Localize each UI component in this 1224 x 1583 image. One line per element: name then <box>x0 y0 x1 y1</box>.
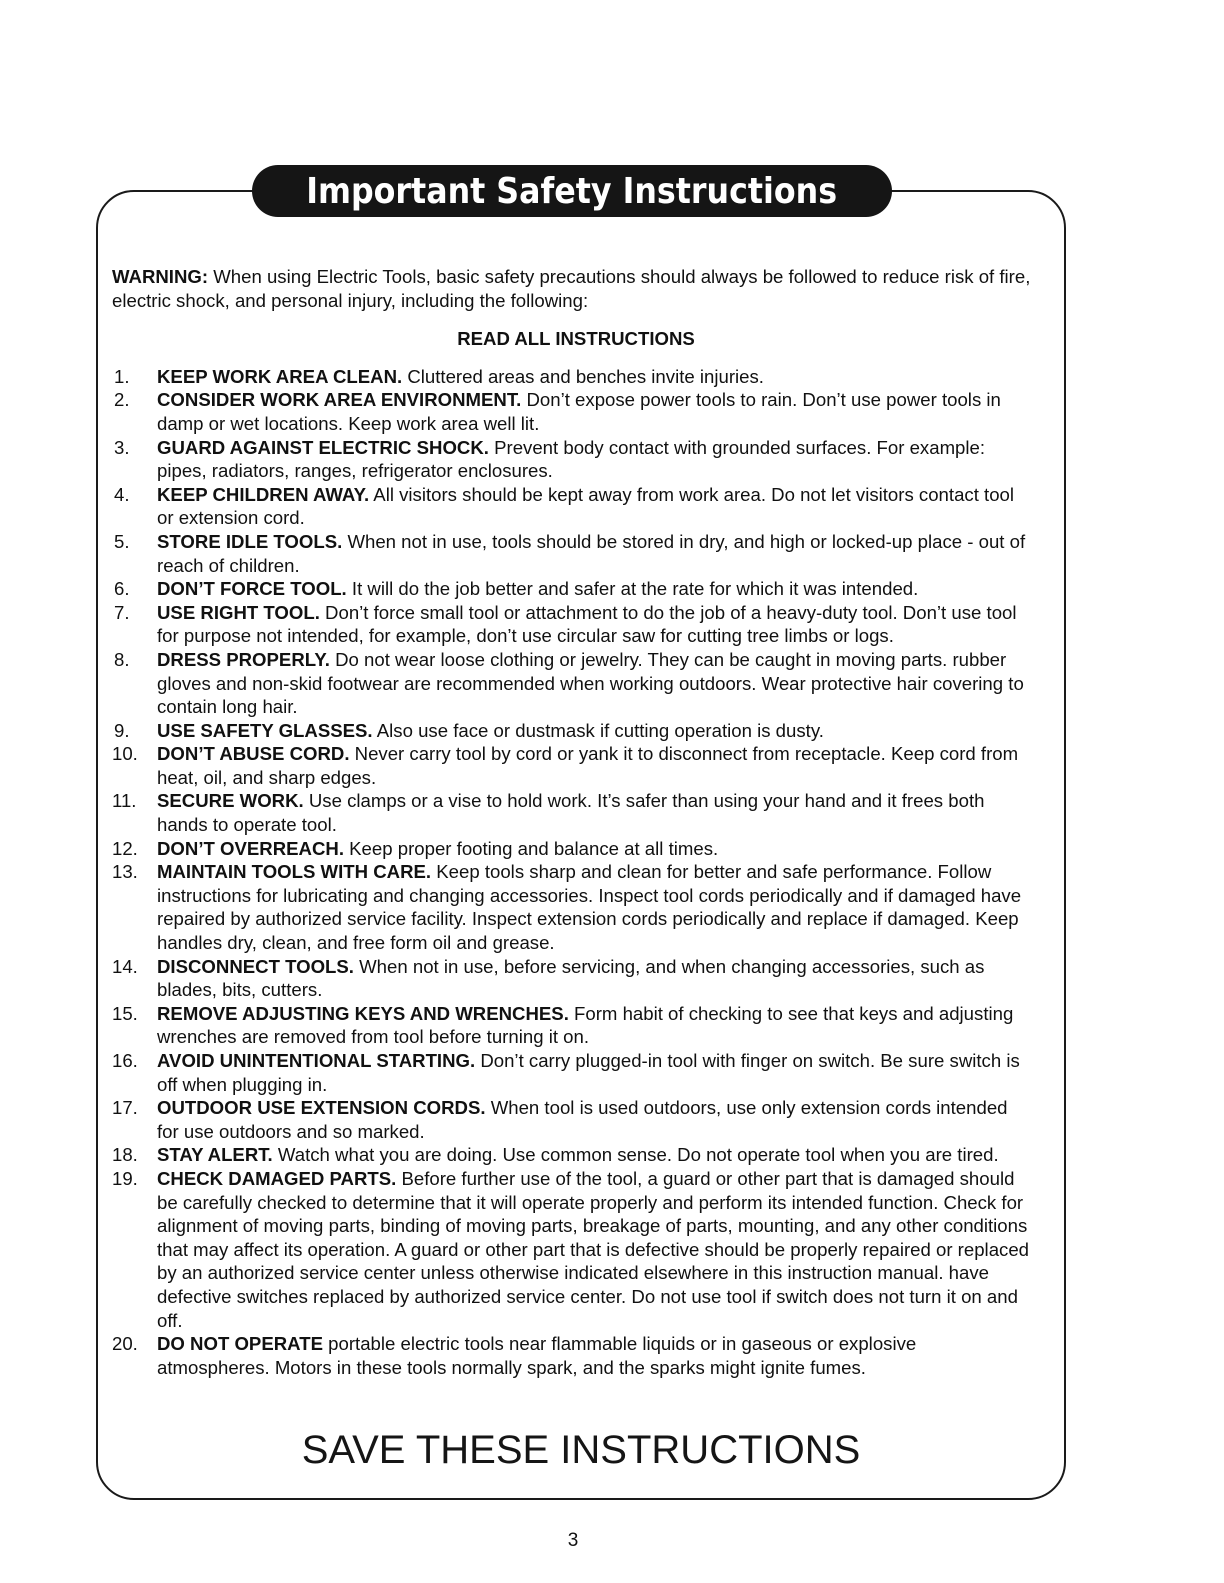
list-item <box>112 1002 1032 1049</box>
item-text: portable electric tools near flammable liquids or in gaseous or explosive atmospheres. Motors in these tools normally spark, and the sparks might ignite fumes. <box>157 1333 917 1378</box>
item-text: Keep proper footing and balance at all times. <box>343 837 719 859</box>
item-number: 8. <box>114 648 130 670</box>
list-item <box>112 530 1032 577</box>
item-title: DRESS PROPERLY. <box>157 648 330 670</box>
page-title: Important Safety Instructions <box>306 170 838 212</box>
item-text: It will do the job better and safer at the rate for which it was intended. <box>346 578 919 600</box>
item-number: 18. <box>112 1144 138 1166</box>
list-item <box>112 860 1032 954</box>
list-item <box>112 1049 1032 1096</box>
item-title: REMOVE ADJUSTING KEYS AND WRENCHES. <box>157 1002 569 1024</box>
item-number: 16. <box>112 1050 138 1071</box>
item-text: When tool is used outdoors, use only extension cords intended for use outdoors and so marked. <box>157 1097 1008 1142</box>
save-instructions-heading: SAVE THESE INSTRUCTIONS <box>301 1428 861 1472</box>
item-text: Use clamps or a vise to hold work. It’s safer than using your hand and it frees both hands to operate tool. <box>157 790 985 836</box>
page-number: 3 <box>567 1530 579 1551</box>
item-title: CONSIDER WORK AREA ENVIRONMENT. <box>157 389 522 411</box>
warning-text: When using Electric Tools, basic safety precautions should always be followed to reduce risk of fire, electric shock, and personal injury, including the following: <box>112 266 1031 311</box>
item-number: 20. <box>112 1333 138 1355</box>
list-item <box>112 388 1032 435</box>
item-number: 1. <box>114 365 130 387</box>
item-title: DISCONNECT TOOLS. <box>157 955 354 977</box>
item-number: 11. <box>112 790 137 812</box>
item-text: When not in use, tools should be stored in dry, and high or locked-up place - out of reach of children. <box>157 530 1026 576</box>
list-item <box>112 1167 1032 1332</box>
list-item <box>112 577 1032 601</box>
item-number: 7. <box>114 601 130 623</box>
list-item <box>112 837 1032 861</box>
item-title: GUARD AGAINST ELECTRIC SHOCK. <box>157 436 489 458</box>
item-text: Keep tools sharp and clean for better and safe performance. Follow instructions for lubricating and changing accessories. Inspect tool cords periodically and if damaged have repaired by authorized service facility. Inspect extension cords periodically and replace if damaged. Keep handles dry, clean, and free form oil and grease. <box>157 861 1022 954</box>
list-item <box>112 365 1032 389</box>
item-text: Don’t carry plugged-in tool with finger on switch. Be sure switch is off when plugging in. <box>157 1050 1020 1095</box>
item-title: STORE IDLE TOOLS. <box>157 530 343 552</box>
list-item <box>112 742 1032 789</box>
list-item <box>112 955 1032 1002</box>
item-number: 17. <box>112 1097 138 1119</box>
item-title: MAINTAIN TOOLS WITH CARE. <box>157 861 432 883</box>
list-item <box>112 436 1032 483</box>
item-title: CHECK DAMAGED PARTS. <box>157 1167 397 1189</box>
item-number: 6. <box>114 578 130 600</box>
instruction-list <box>112 365 1032 1380</box>
warning-paragraph <box>112 265 1032 312</box>
item-text: Watch what you are doing. Use common sense. Do not operate tool when you are tired. <box>272 1144 999 1166</box>
item-number: 2. <box>114 389 130 411</box>
item-number: 10. <box>112 743 138 765</box>
list-item <box>112 1143 1032 1167</box>
list-item <box>112 483 1032 530</box>
list-item <box>112 719 1032 743</box>
instructions-content <box>112 265 1032 1379</box>
item-number: 4. <box>114 483 130 505</box>
item-text: Cluttered areas and benches invite injuries. <box>402 365 764 387</box>
item-text: Prevent body contact with grounded surfaces. For example: pipes, radiators, ranges, refrigerator enclosures. <box>157 436 986 482</box>
item-title: DON’T OVERREACH. <box>157 837 344 859</box>
item-title: USE SAFETY GLASSES. <box>157 719 373 741</box>
list-item <box>112 648 1032 719</box>
item-title: AVOID UNINTENTIONAL STARTING. <box>157 1050 476 1071</box>
item-title: KEEP WORK AREA CLEAN. <box>157 365 403 387</box>
item-number: 3. <box>114 436 130 458</box>
item-number: 15. <box>112 1002 138 1024</box>
item-title: DON’T FORCE TOOL. <box>157 578 347 600</box>
item-title: OUTDOOR USE EXTENSION CORDS. <box>157 1097 486 1119</box>
item-text: Don’t force small tool or attachment to do the job of a heavy-duty tool. Don’t use tool for purpose not intended, for example, don’t use circular saw for cutting tree limbs or logs. <box>157 601 1017 647</box>
list-item <box>112 1332 1032 1379</box>
item-number: 14. <box>112 955 138 977</box>
list-item <box>112 1096 1032 1143</box>
warning-label: WARNING: <box>112 266 209 287</box>
item-number: 5. <box>114 530 130 552</box>
item-title: KEEP CHILDREN AWAY. <box>157 483 370 505</box>
title-banner <box>252 165 892 217</box>
item-text: Don’t expose power tools to rain. Don’t use power tools in damp or wet locations. Keep work area well lit. <box>157 389 1001 434</box>
list-item <box>112 601 1032 648</box>
list-item <box>112 789 1032 836</box>
read-all-heading: READ ALL INSTRUCTIONS <box>457 328 695 350</box>
item-text: Also use face or dustmask if cutting operation is dusty. <box>372 719 824 741</box>
item-number: 9. <box>114 719 130 741</box>
item-title: STAY ALERT. <box>157 1144 273 1166</box>
item-text: All visitors should be kept away from work area. Do not let visitors contact tool or extension cord. <box>157 483 1015 529</box>
item-number: 13. <box>112 861 138 883</box>
item-title: SECURE WORK. <box>157 790 304 812</box>
item-text: Never carry tool by cord or yank it to disconnect from receptacle. Keep cord from heat, oil, and sharp edges. <box>157 743 1019 788</box>
item-number: 12. <box>112 837 138 859</box>
item-title: DON’T ABUSE CORD. <box>157 743 350 765</box>
item-number: 19. <box>112 1167 138 1189</box>
item-title: USE RIGHT TOOL. <box>157 601 320 623</box>
item-title: DO NOT OPERATE <box>157 1333 323 1355</box>
item-text: Form habit of checking to see that keys and adjusting wrenches are removed from tool before turning it on. <box>157 1002 1014 1048</box>
item-text: Do not wear loose clothing or jewelry. They can be caught in moving parts. rubber gloves and non-skid footwear are recommended when working outdoors. Wear protective hair covering to contain long hair. <box>157 648 1024 718</box>
item-text: Before further use of the tool, a guard or other part that is damaged should be carefully checked to determine that it will operate properly and perform its intended function. Check for alignment of moving parts, binding of moving parts, breakage of parts, mounting, and any other conditions that may affect its operation. A guard or other part that is defective should be properly repaired or replaced by an authorized service center unless otherwise indicated elsewhere in this instruction manual. have defective switches replaced by authorized service center. Do not use tool if switch does not turn it on and off. <box>157 1167 1030 1331</box>
item-text: When not in use, before servicing, and when changing accessories, such as blades, bits, cutters. <box>157 955 985 1001</box>
